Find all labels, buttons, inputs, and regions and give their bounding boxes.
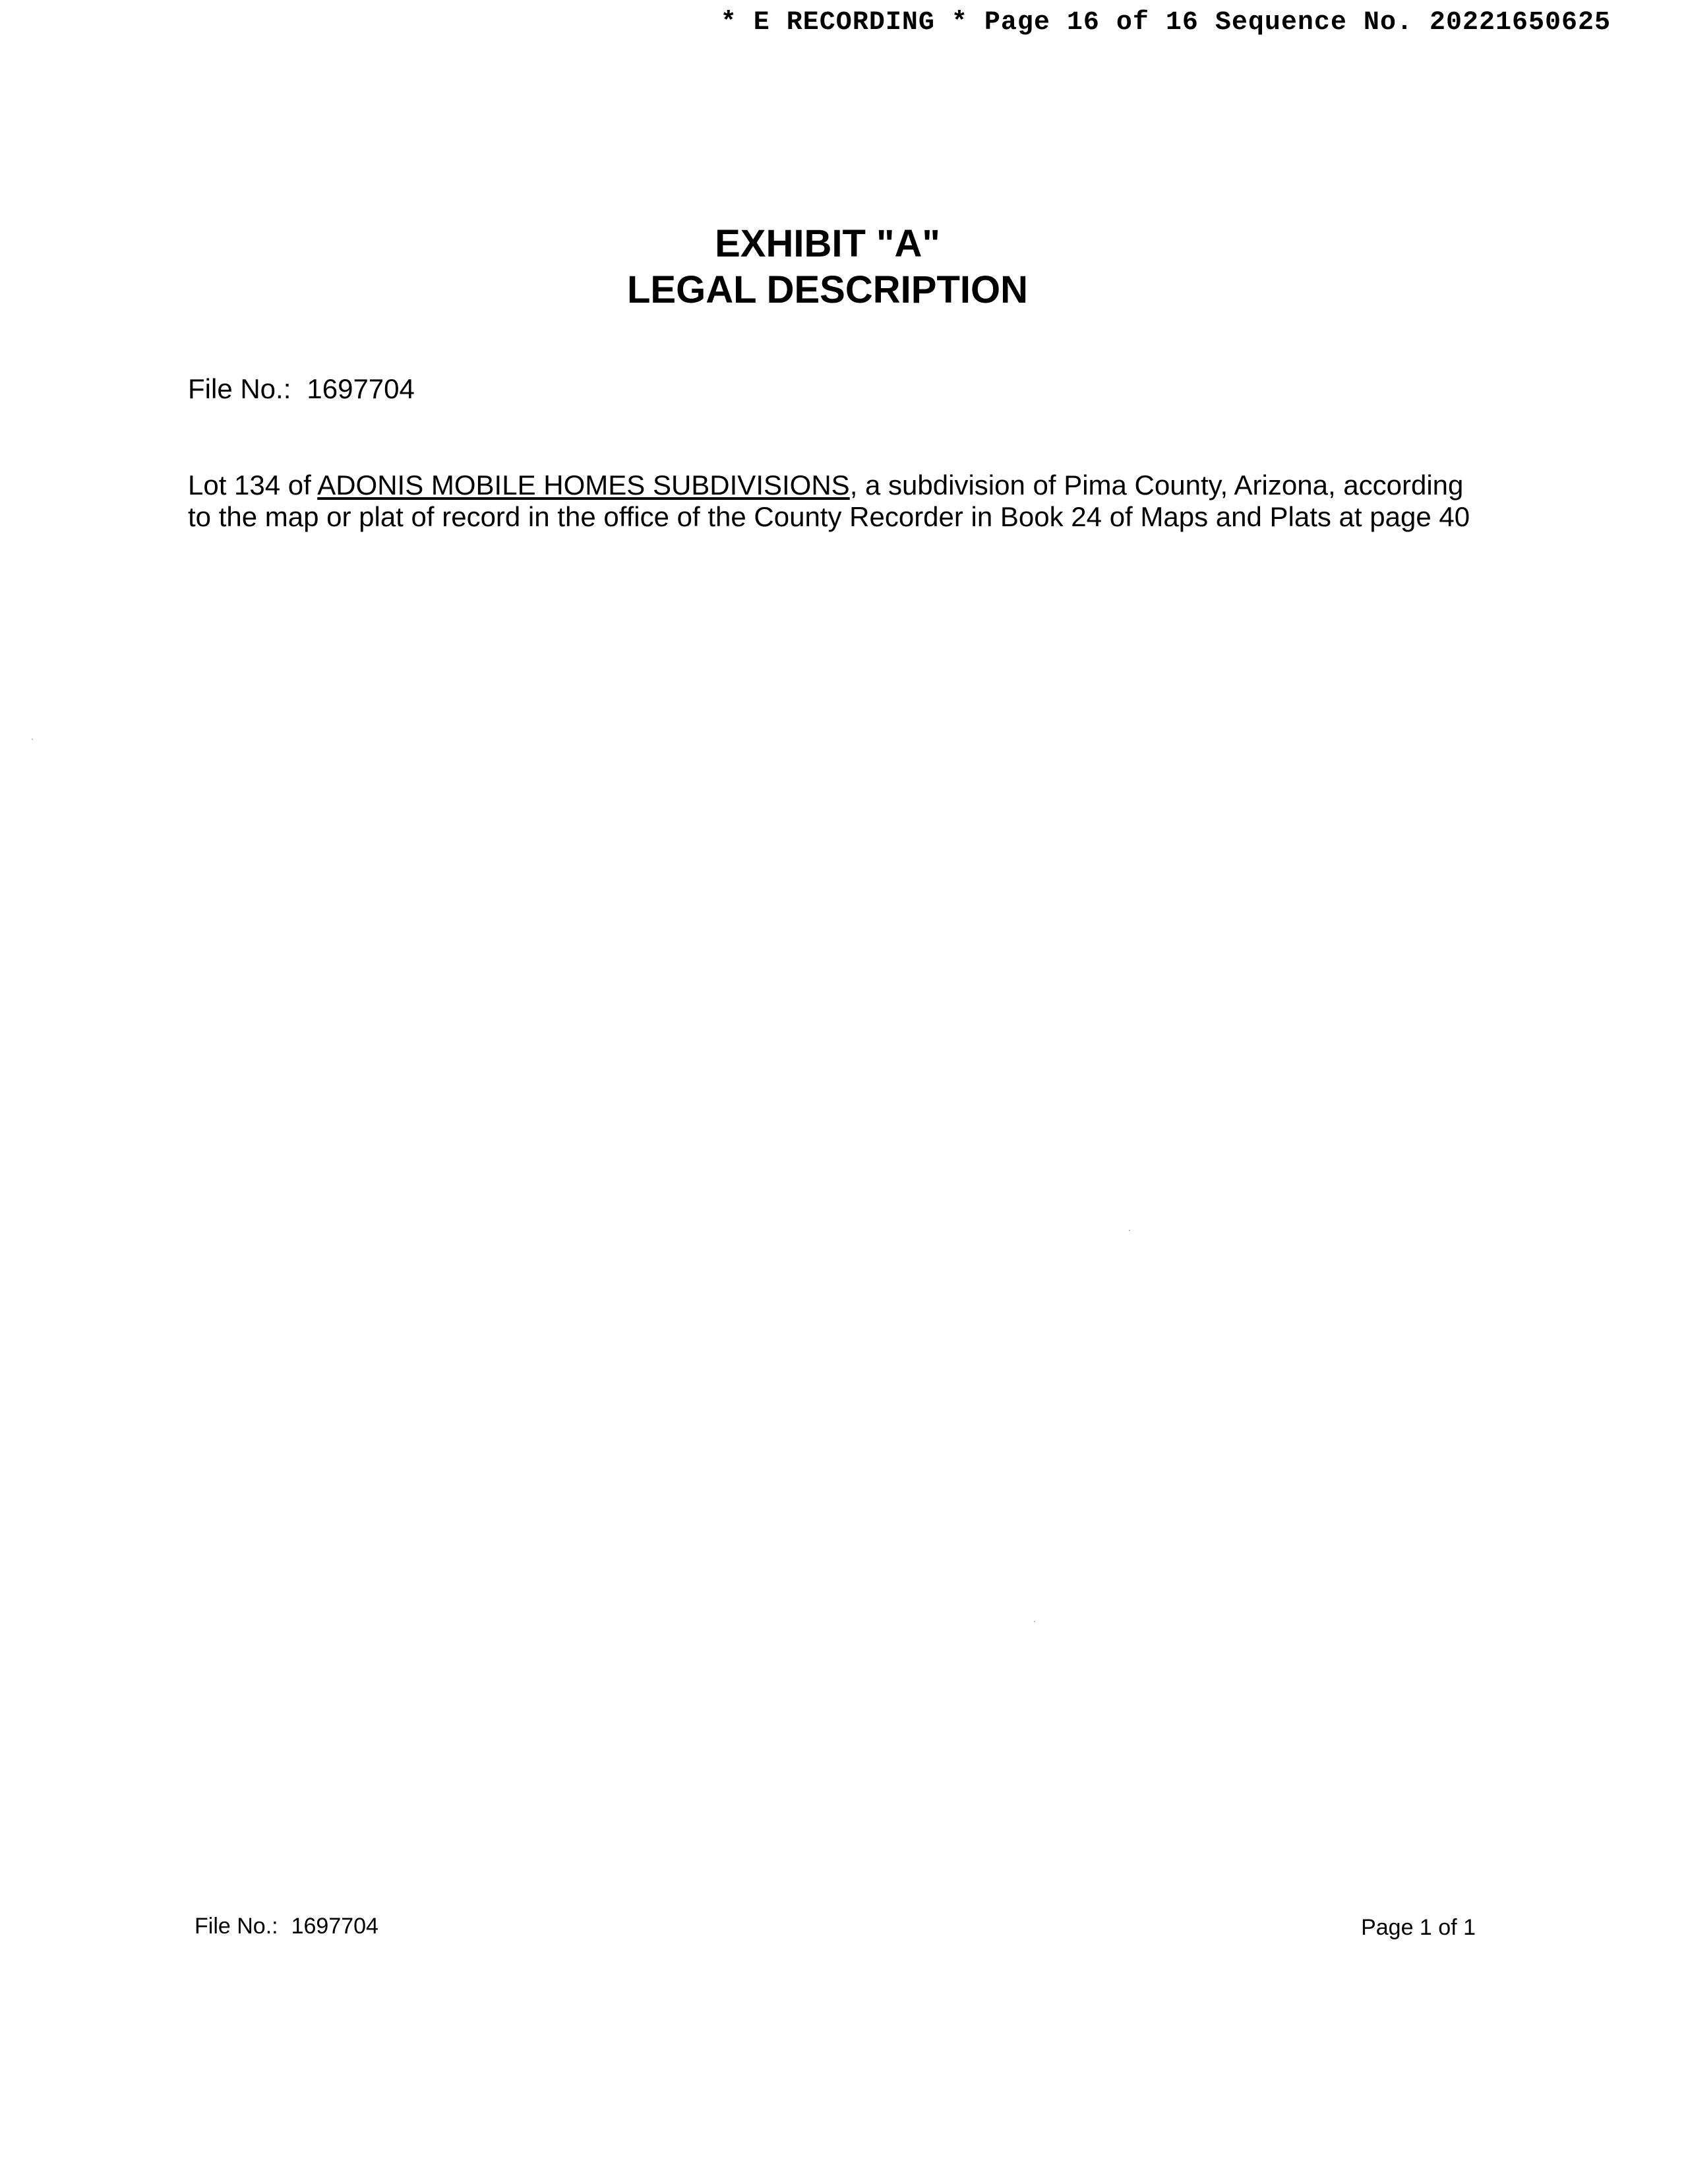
subdivision-name: ADONIS MOBILE HOMES SUBDIVISIONS: [317, 470, 850, 501]
exhibit-title-line2: LEGAL DESCRIPTION: [627, 268, 1028, 311]
footer-file-label: File No.:: [195, 1914, 278, 1939]
recording-stamp: * E RECORDING * Page 16 of 16 Sequence No. 20221650625: [720, 8, 1611, 38]
exhibit-title: [0, 221, 1655, 313]
legal-description-prefix: Lot 134 of: [188, 470, 318, 501]
scan-speck: [1129, 1230, 1130, 1231]
legal-description-line2: to the map or plat of record in the office of the County Recorder in Book 24 of Maps and Plats at page 40: [188, 501, 1470, 532]
legal-description: [188, 470, 1493, 533]
legal-description-line1-suffix: , a subdivision of Pima County, Arizona, according: [849, 470, 1464, 501]
exhibit-title-line1: EXHIBIT "A": [715, 222, 940, 265]
file-number-label: File No.:: [188, 373, 291, 404]
footer-file-value: 1697704: [291, 1914, 378, 1939]
file-number-block: [188, 373, 415, 405]
file-number-value: 1697704: [307, 373, 415, 404]
scan-speck: [32, 739, 33, 740]
scan-speck: [1034, 1621, 1035, 1622]
footer-page-number: Page 1 of 1: [1361, 1915, 1476, 1940]
legal-description-line1: [188, 470, 1493, 501]
footer-file-number: [195, 1914, 378, 1939]
